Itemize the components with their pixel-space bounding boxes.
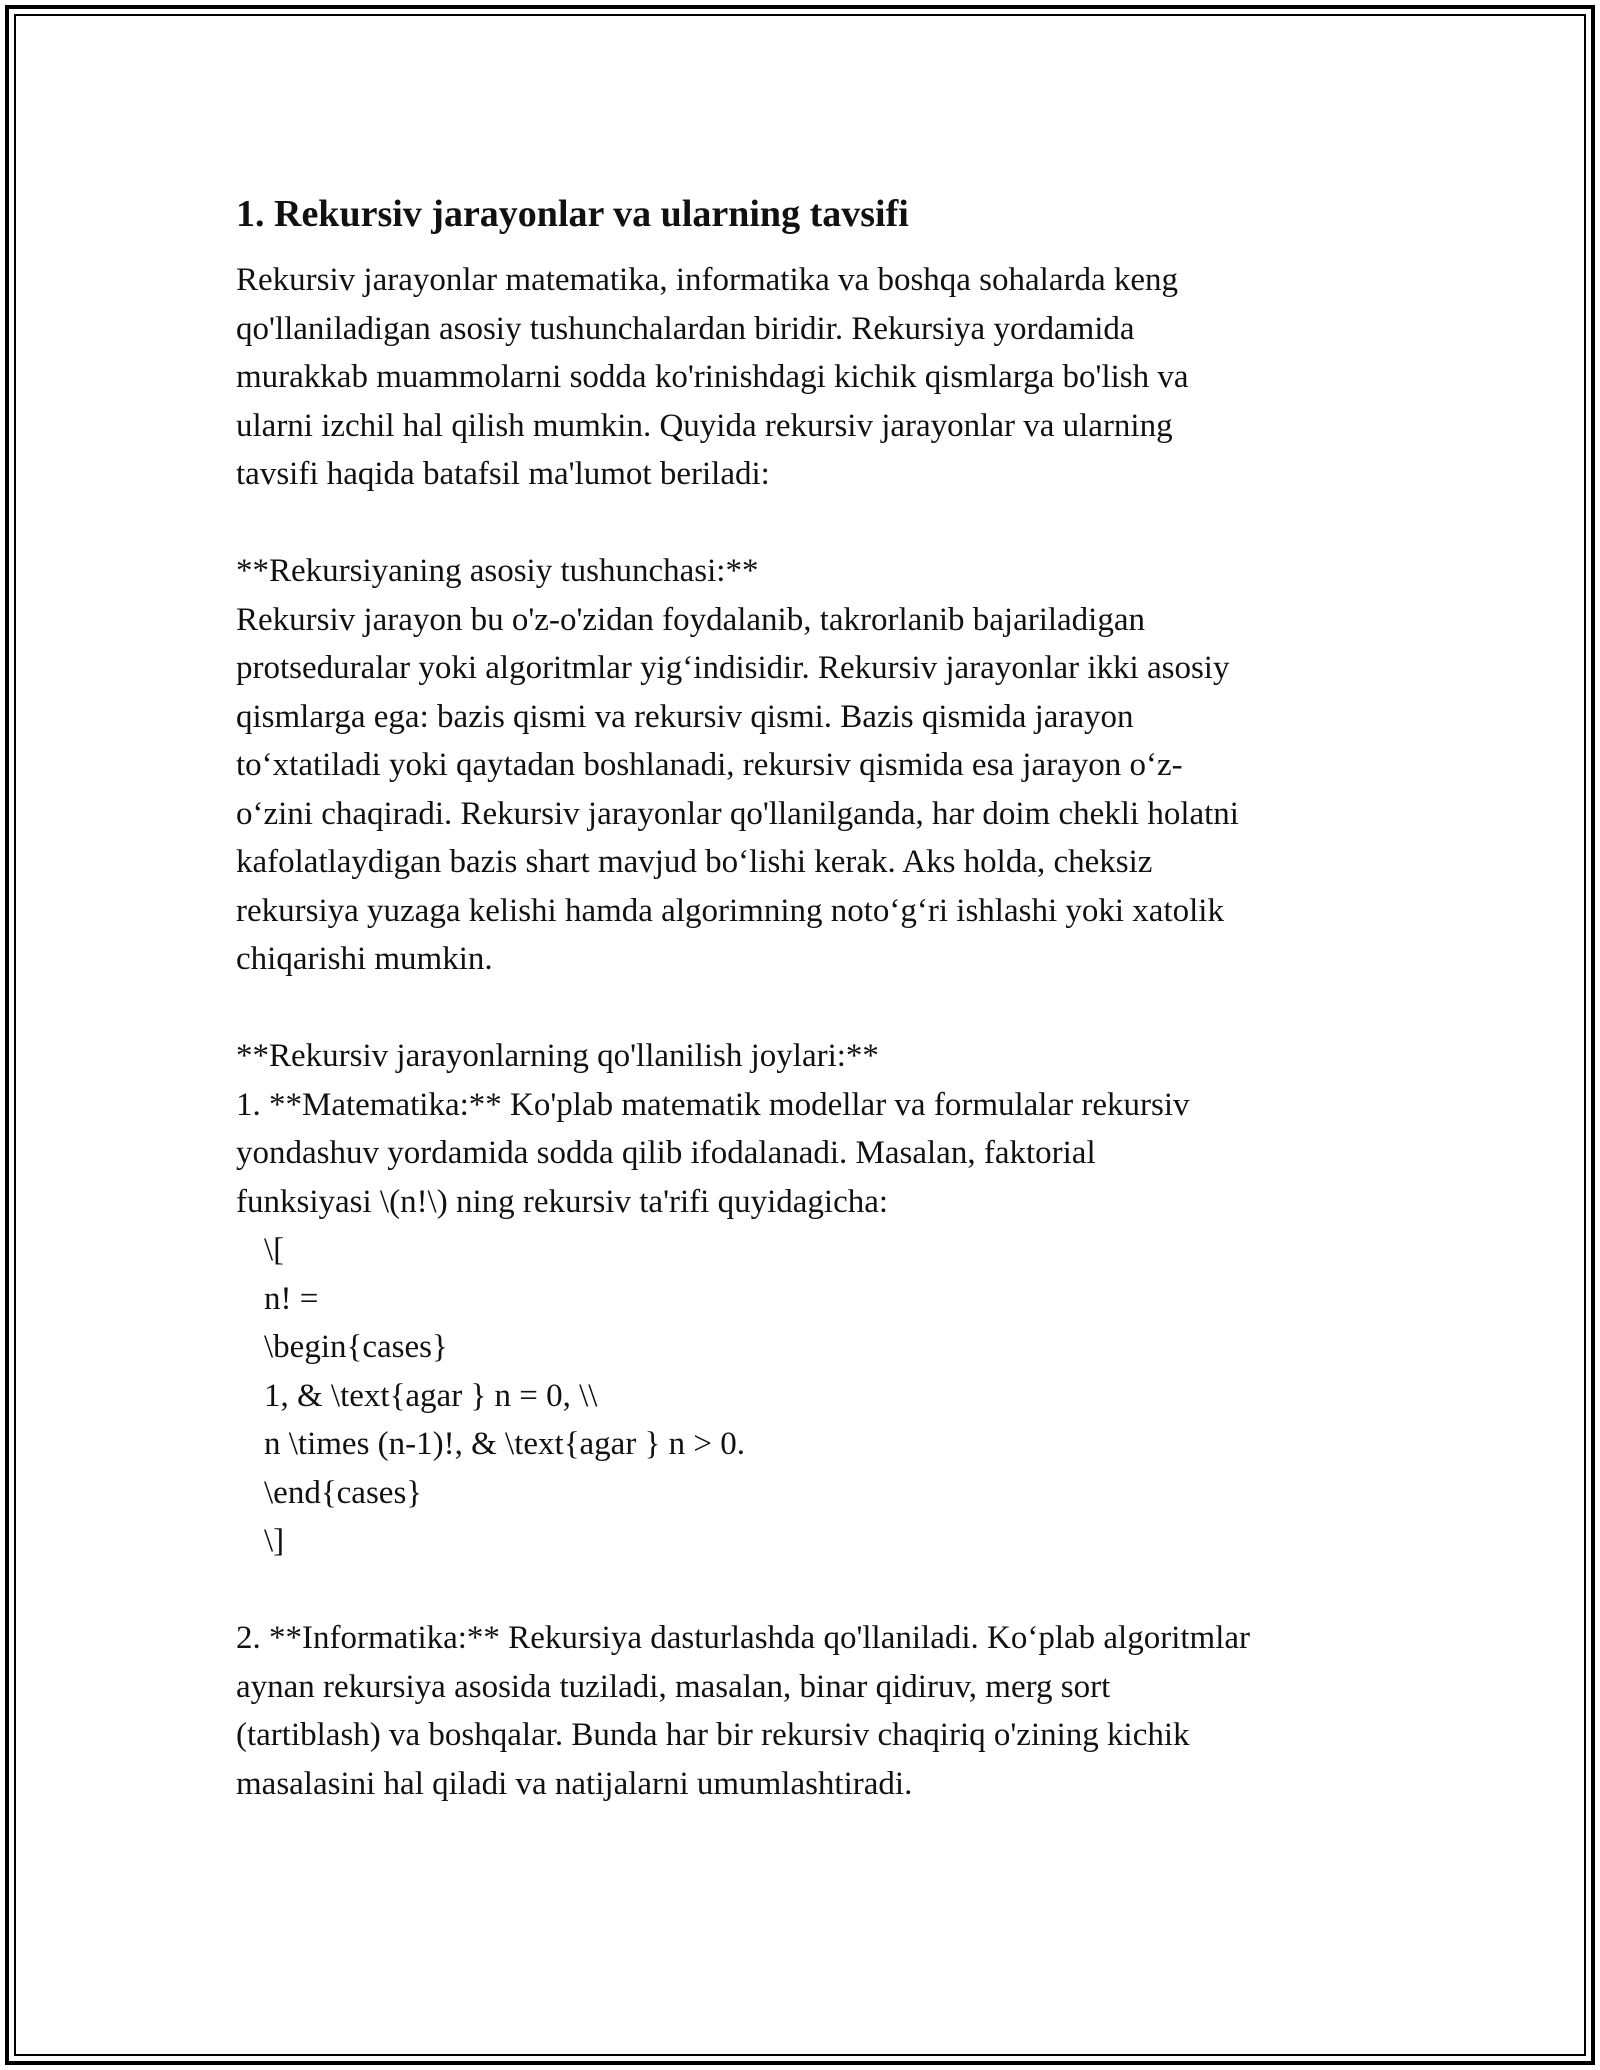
intro-paragraph: Rekursiv jarayonlar matematika, informatika va boshqa sohalarda keng qo'llaniladigan asosiy tushunchalardan biridir. Rekursiya yordamida murakkab muammolarni sodda ko'rinishdagi kichik qismlarga bo'lish va ularni izchil hal qilish mumkin. Quyida rekursiv jarayonlar va ularning tavsifi haqida batafsil ma'lumot beriladi: — [236, 262, 1189, 492]
blank-line — [236, 1566, 1366, 1615]
document-body — [236, 182, 1366, 1808]
formula-line: \begin{cases} — [264, 1329, 448, 1365]
formula-line: \] — [264, 1523, 285, 1559]
formula-line: n \times (n-1)!, & \text{agar } n > 0. — [264, 1426, 746, 1462]
section-heading: 1. Rekursiv jarayonlar va ularning tavsifi — [236, 193, 909, 235]
blank-line — [236, 499, 1366, 548]
concept-paragraph: Rekursiv jarayon bu o'z-o'zidan foydalanib, takrorlanib bajariladigan protseduralar yoki algoritmlar yig‘indisidir. Rekursiv jarayonlar ikki asosiy qismlarga ega: bazis qismi va rekursiv qismi. Bazis qismida jarayon to‘xtatiladi yoki qaytadan boshlanadi, rekursiv qismida esa jarayon o‘z- o‘zini chaqiradi. Rekursiv jarayonlar qo'llanilganda, har doim chekli holatni kafolatlaydigan bazis shart mavjud bo‘lishi kerak. Aks holda, cheksiz rekursiya yuzaga kelishi hamda algorimning noto‘g‘ri ishlashi yoki xatolik chiqarishi mumkin. — [236, 601, 1239, 977]
formula-line: \[ — [264, 1232, 285, 1268]
list-item-mathematics: 1. **Matematika:** Ko'plab matematik modellar va formulalar rekursiv yondashuv yordamida sodda qilib ifodalanadi. Masalan, faktorial funksiyasi \(n!\) ning rekursiv ta'rifi quyidagicha: — [236, 1086, 1190, 1220]
factorial-formula — [236, 1226, 1366, 1566]
usage-title: **Rekursiv jarayonlarning qo'llanilish joylari:** — [236, 1038, 879, 1074]
formula-line: n! = — [264, 1280, 319, 1317]
list-item-informatics: 2. **Informatika:** Rekursiya dasturlashda qo'llaniladi. Ko‘plab algoritmlar aynan rekursiya asosida tuziladi, masalan, binar qidiruv, merg sort (tartiblash) va boshqalar. Bunda har bir rekursiv chaqiriq o'zining kichik masalasini hal qiladi va natijalarni umumlashtiradi. — [236, 1620, 1251, 1802]
formula-line: 1, & \text{agar } n = 0, \\ — [264, 1377, 598, 1414]
blank-line — [236, 984, 1366, 1033]
formula-line: \end{cases} — [264, 1474, 423, 1511]
concept-title: **Rekursiyaning asosiy tushunchasi:** — [236, 553, 759, 589]
